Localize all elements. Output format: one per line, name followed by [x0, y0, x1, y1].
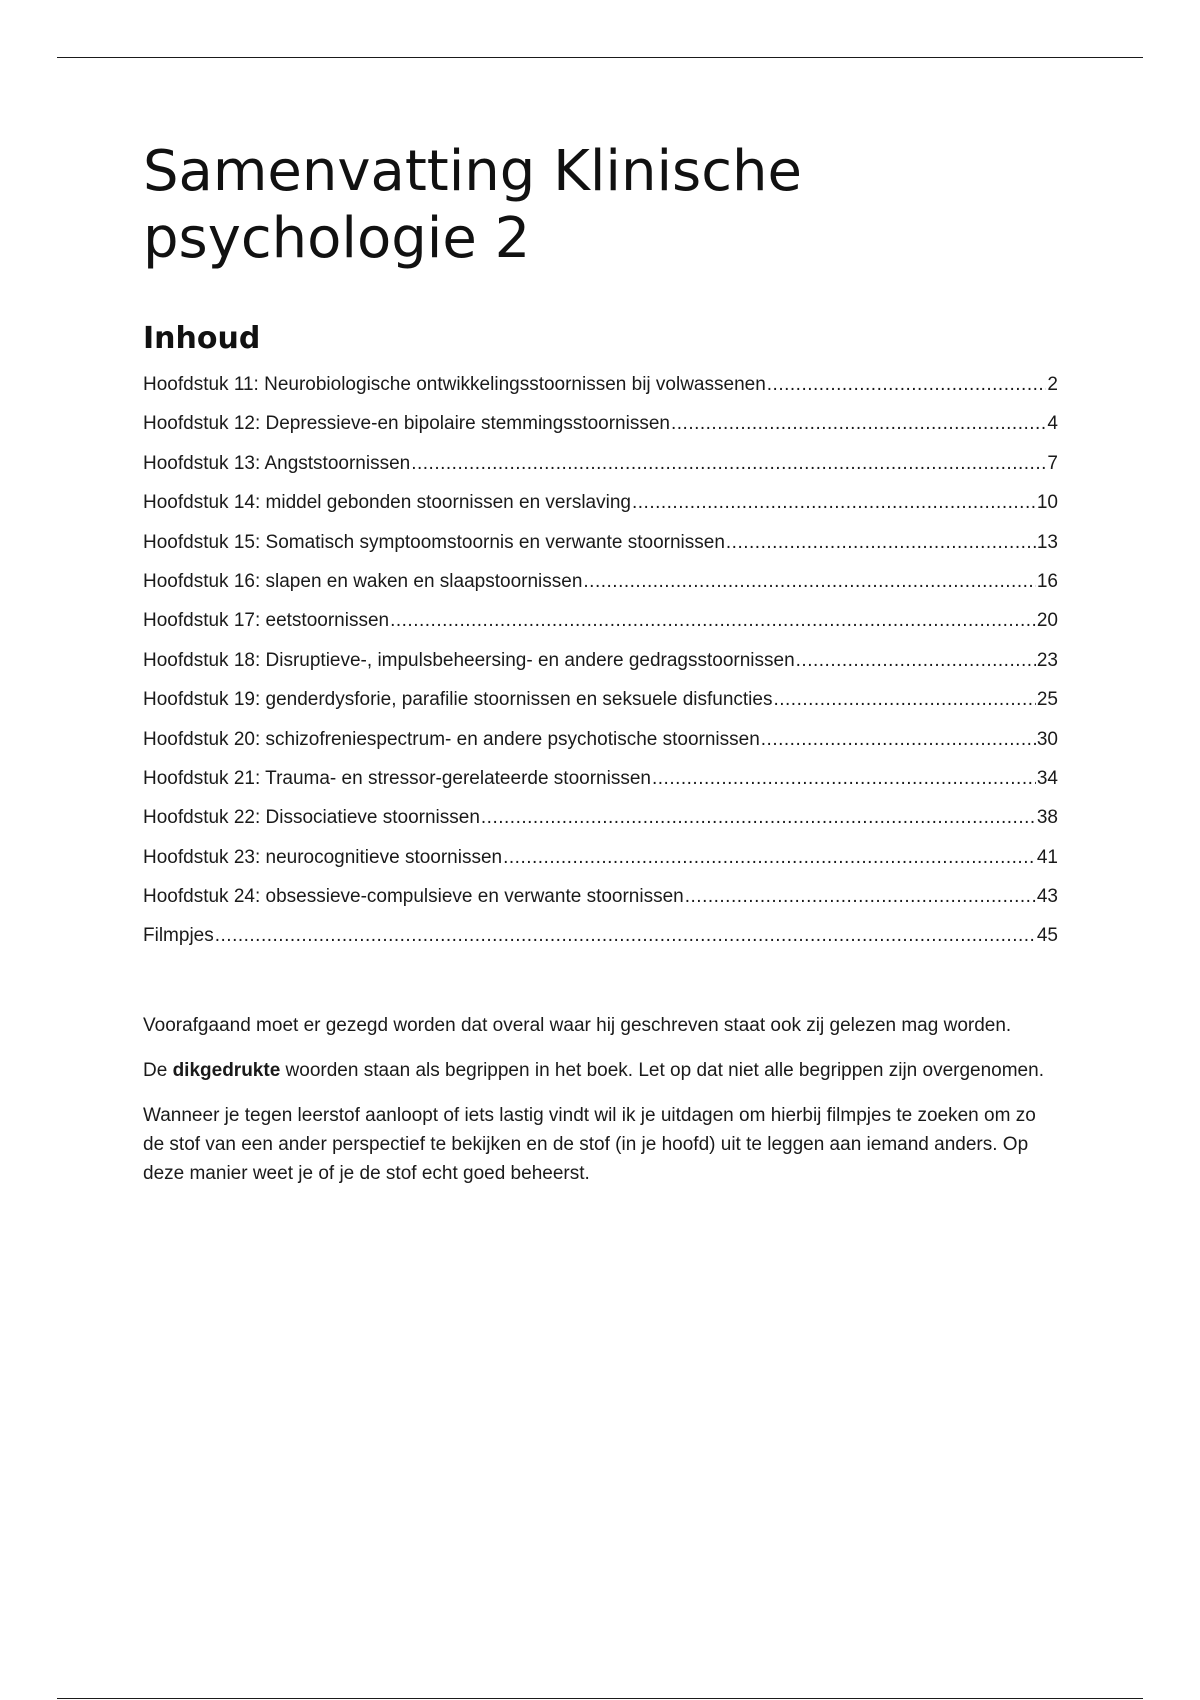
toc-item-hoofdstuk-18[interactable] [143, 641, 1058, 680]
toc-item-label: Hoofdstuk 24: obsessieve-compulsieve en verwante stoornissen [143, 886, 684, 908]
toc-item-label: Hoofdstuk 11: Neurobiologische ontwikkelingsstoornissen bij volwassenen [143, 374, 766, 395]
toc-item-page: 16 [1036, 570, 1058, 592]
toc-item-label: Hoofdstuk 16: slapen en waken en slaapstoornissen [143, 570, 583, 592]
toc-leader-dots [503, 838, 1036, 877]
toc-item-hoofdstuk-11[interactable] [143, 365, 1058, 404]
toc-item-label: Hoofdstuk 23: neurocognitieve stoornissen [143, 846, 503, 868]
toc-item-hoofdstuk-14[interactable] [143, 483, 1058, 522]
toc-leader-dots [685, 877, 1036, 916]
toc-leader-dots [652, 759, 1036, 798]
toc-item-page: 2 [1047, 374, 1058, 395]
toc-item-label: Hoofdstuk 19: genderdysforie, parafilie stoornissen en seksuele disfuncties [143, 689, 773, 711]
toc-item-page: 43 [1036, 886, 1058, 908]
toc-item-hoofdstuk-12[interactable] [143, 404, 1058, 443]
toc-item-label: Hoofdstuk 15: Somatisch symptoomstoornis en verwante stoornissen [143, 531, 725, 553]
body-text [143, 1011, 1058, 1188]
bold-note-suffix: woorden staan als begrippen in het boek. Let op dat niet alle begrippen zijn overgenomen. [280, 1059, 1044, 1081]
toc-item-label: Hoofdstuk 21: Trauma- en stressor-gerelateerde stoornissen [143, 767, 651, 789]
toc-item-page: 23 [1036, 649, 1058, 671]
toc-item-hoofdstuk-23[interactable] [143, 838, 1058, 877]
toc-leader-dots [761, 720, 1036, 759]
toc-item-hoofdstuk-16[interactable] [143, 562, 1058, 601]
toc-leader-dots [215, 916, 1036, 955]
toc-item-page: 38 [1036, 807, 1058, 829]
toc-item-label: Hoofdstuk 17: eetstoornissen [143, 610, 390, 632]
toc-item-label: Filmpjes [143, 925, 214, 947]
toc-item-hoofdstuk-21[interactable] [143, 759, 1058, 798]
header-rule [57, 57, 1143, 58]
toc-leader-dots [796, 641, 1036, 680]
advice-paragraph: Wanneer je tegen leerstof aanloopt of iets lastig vindt wil ik je uitdagen om hierbij filmpjes te zoeken om zo de stof van een ander perspectief te bekijken en de stof (in je hoofd) uit te leggen aan iemand anders. Op deze manier weet je of je de stof echt goed beheerst. [143, 1104, 1036, 1184]
toc-item-label: Hoofdstuk 20: schizofreniespectrum- en andere psychotische stoornissen [143, 728, 760, 750]
toc-item-filmpjes[interactable] [143, 916, 1058, 955]
toc-item-hoofdstuk-13[interactable] [143, 444, 1058, 483]
toc-leader-dots [411, 444, 1046, 483]
toc-leader-dots [726, 523, 1036, 562]
toc-item-hoofdstuk-17[interactable] [143, 601, 1058, 640]
toc-item-page: 7 [1047, 452, 1058, 474]
toc-leader-dots [773, 680, 1035, 719]
toc-item-hoofdstuk-20[interactable] [143, 720, 1058, 759]
toc-item-page: 4 [1047, 413, 1058, 435]
toc-item-label: Hoofdstuk 14: middel gebonden stoornissen en verslaving [143, 492, 631, 514]
toc-leader-dots [481, 798, 1036, 837]
toc-leader-dots [632, 483, 1036, 522]
toc-item-page: 25 [1036, 689, 1058, 711]
toc-item-label: Hoofdstuk 22: Dissociatieve stoornissen [143, 807, 480, 829]
toc-leader-dots [671, 404, 1046, 443]
toc-leader-dots [767, 365, 1047, 404]
toc-item-hoofdstuk-24[interactable] [143, 877, 1058, 916]
toc-item-page: 30 [1036, 728, 1058, 750]
intro-paragraph: Voorafgaand moet er gezegd worden dat overal waar hij geschreven staat ook zij gelezen mag worden. [143, 1014, 1012, 1036]
toc-leader-dots [390, 601, 1036, 640]
bold-term: dikgedrukte [172, 1059, 281, 1081]
toc-heading: Inhoud [143, 321, 261, 356]
document-title: Samenvatting Klinische psychologie 2 [143, 139, 802, 271]
toc-item-label: Hoofdstuk 12: Depressieve-en bipolaire stemmingsstoornissen [143, 413, 670, 435]
toc-item-hoofdstuk-22[interactable] [143, 798, 1058, 837]
footer-rule [57, 1698, 1143, 1699]
toc-item-page: 10 [1036, 492, 1058, 514]
toc-leader-dots [583, 562, 1035, 601]
toc-item-page: 13 [1036, 531, 1058, 553]
toc-item-page: 45 [1036, 925, 1058, 947]
toc-item-hoofdstuk-15[interactable] [143, 523, 1058, 562]
page-content [143, 138, 1058, 1204]
toc-item-hoofdstuk-19[interactable] [143, 680, 1058, 719]
bold-note-prefix: De [143, 1059, 173, 1081]
toc-item-label: Hoofdstuk 13: Angststoornissen [143, 452, 411, 474]
toc-item-page: 41 [1036, 846, 1058, 868]
toc-item-page: 20 [1036, 610, 1058, 632]
table-of-contents [143, 365, 1058, 956]
toc-item-label: Hoofdstuk 18: Disruptieve-, impulsbeheersing- en andere gedragsstoornissen [143, 649, 795, 671]
bold-terms-paragraph [143, 1056, 1058, 1085]
toc-item-page: 34 [1036, 767, 1058, 789]
